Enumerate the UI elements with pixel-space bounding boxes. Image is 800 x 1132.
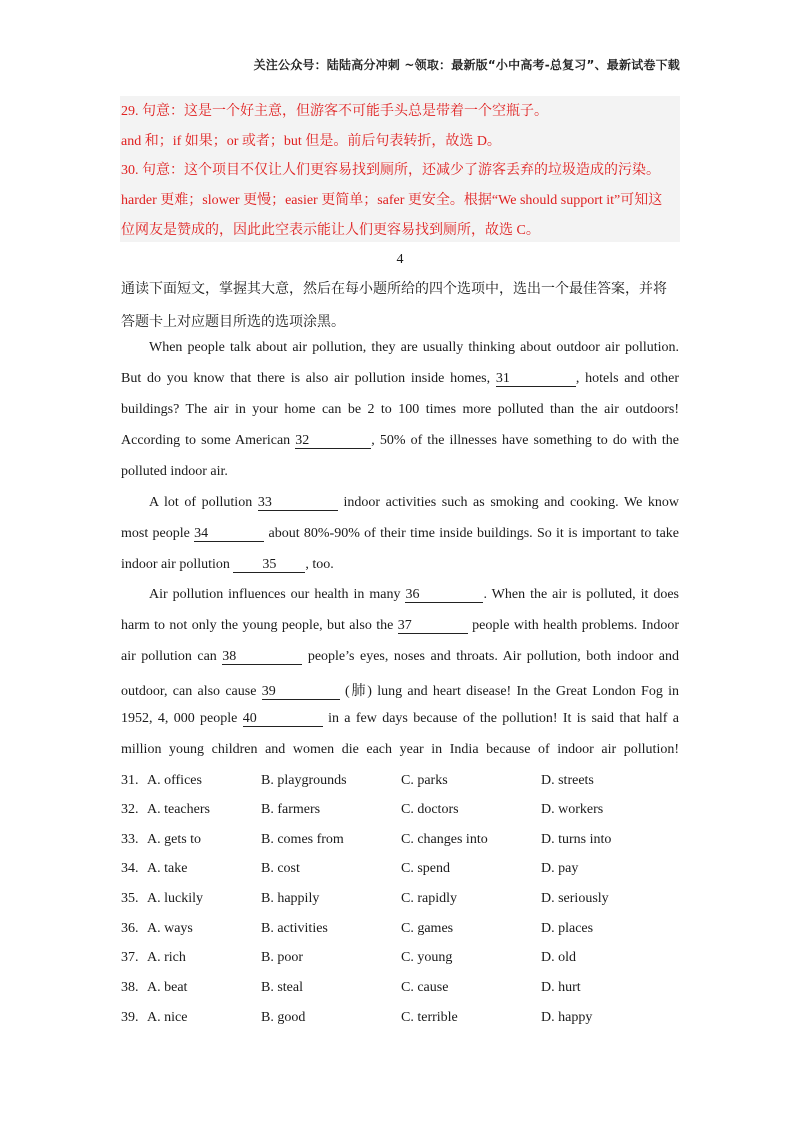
- question-number: 33.: [121, 832, 139, 847]
- passage-text: people with health problems. Indoor: [472, 618, 680, 633]
- section-number: 4: [396, 252, 404, 267]
- option-c[interactable]: C. young: [401, 950, 453, 965]
- passage-line: [121, 371, 679, 387]
- passage-text: most people: [121, 526, 190, 541]
- passage-line: [149, 495, 679, 511]
- option-c[interactable]: C. rapidly: [401, 891, 457, 906]
- question-number: 34.: [121, 861, 139, 876]
- blank-33[interactable]: 33: [258, 496, 338, 511]
- blank-40[interactable]: 40: [243, 712, 323, 727]
- option-c[interactable]: C. parks: [401, 773, 448, 788]
- blank-34[interactable]: 34: [194, 527, 264, 542]
- instruction-line: 答题卡上对应题目所选的选项涂黑。: [121, 315, 345, 330]
- question-number: 38.: [121, 980, 139, 995]
- blank-39[interactable]: 39: [262, 685, 340, 700]
- passage-text: , hotels and other: [575, 371, 680, 386]
- question-number: 35.: [121, 891, 139, 906]
- option-a[interactable]: A. gets to: [147, 832, 202, 847]
- instruction-line: 通读下面短文，掌握其大意，然后在每小题所给的四个选项中，选出一个最佳答案，并将: [121, 282, 667, 297]
- option-d[interactable]: D. streets: [541, 773, 594, 788]
- option-b[interactable]: B. comes from: [261, 832, 344, 847]
- question-number: 31.: [121, 773, 139, 788]
- option-c[interactable]: C. doctors: [401, 802, 459, 817]
- blank-38[interactable]: 38: [222, 650, 302, 665]
- question-number: 37.: [121, 950, 139, 965]
- blank-36[interactable]: 36: [405, 588, 483, 603]
- option-b[interactable]: B. activities: [261, 921, 328, 936]
- passage-text: Air pollution influences our health in many: [149, 587, 401, 602]
- option-a[interactable]: A. beat: [147, 980, 188, 995]
- passage-text: outdoor, can also cause: [121, 684, 257, 699]
- option-d[interactable]: D. places: [541, 921, 594, 936]
- passage-line: [121, 557, 679, 573]
- passage-line: [121, 526, 679, 542]
- option-b[interactable]: B. steal: [261, 980, 303, 995]
- option-a[interactable]: A. nice: [147, 1010, 188, 1025]
- option-b[interactable]: B. happily: [261, 891, 320, 906]
- passage-text: 1952, 4, 000 people: [121, 711, 238, 726]
- option-d[interactable]: D. old: [541, 950, 576, 965]
- passage-line: polluted indoor air.: [121, 464, 228, 479]
- blank-32[interactable]: 32: [295, 434, 371, 449]
- option-c[interactable]: C. games: [401, 921, 454, 936]
- passage-line: buildings? The air in your home can be 2 to 100 times more polluted than the air outdoors!: [121, 402, 679, 417]
- option-c[interactable]: C. spend: [401, 861, 450, 876]
- option-c[interactable]: C. terrible: [401, 1010, 458, 1025]
- option-b[interactable]: B. farmers: [261, 802, 321, 817]
- question-number: 36.: [121, 921, 139, 936]
- question-number: 32.: [121, 802, 139, 817]
- option-a[interactable]: A. teachers: [147, 802, 210, 817]
- passage-line: [149, 587, 679, 603]
- answer-line: 位网友是赞成的，因此此空表示能让人们更容易找到厕所，故选 C。: [121, 223, 540, 238]
- passage-text: people’s eyes, noses and throats. Air pollution, both indoor and: [307, 649, 679, 664]
- passage-line: [121, 433, 679, 449]
- question-number: 39.: [121, 1010, 139, 1025]
- passage-text: in a few days because of the pollution! It is said that half a: [328, 711, 680, 726]
- passage-line: When people talk about air pollution, they are usually thinking about outdoor air pollution.: [149, 340, 679, 355]
- passage-line: [121, 680, 679, 700]
- passage-text: air pollution can: [121, 649, 217, 664]
- passage-text: about 80%-90% of their time inside buildings. So it is important to take: [268, 526, 680, 541]
- option-b[interactable]: B. good: [261, 1010, 306, 1025]
- passage-line: million young children and women die each year in India because of indoor air pollution!: [121, 742, 679, 757]
- answer-line: harder 更难；slower 更慢；easier 更简单；safer 更安全。根据“We should support it”可知这: [121, 193, 663, 208]
- option-b[interactable]: B. cost: [261, 861, 300, 876]
- passage-text: But do you know that there is also air pollution inside homes,: [121, 371, 491, 386]
- option-a[interactable]: A. take: [147, 861, 188, 876]
- option-a[interactable]: A. ways: [147, 921, 193, 936]
- option-d[interactable]: D. seriously: [541, 891, 609, 906]
- passage-text: According to some American: [121, 433, 291, 448]
- option-d[interactable]: D. hurt: [541, 980, 581, 995]
- passage-text: A lot of pollution: [149, 495, 253, 510]
- answer-line: and 和；if 如果；or 或者；but 但是。前后句表转折，故选 D。: [121, 134, 501, 149]
- blank-31[interactable]: 31: [496, 372, 576, 387]
- passage-text: harm to not only the young people, but also the: [121, 618, 394, 633]
- passage-text: (肺) lung and heart disease! In the Great London Fog in: [345, 684, 680, 699]
- option-d[interactable]: D. pay: [541, 861, 579, 876]
- passage-line: [121, 618, 679, 634]
- passage-line: [121, 649, 679, 665]
- option-a[interactable]: A. rich: [147, 950, 186, 965]
- passage-line: [121, 711, 679, 727]
- passage-text: indoor air pollution: [121, 557, 230, 572]
- option-b[interactable]: B. playgrounds: [261, 773, 347, 788]
- option-b[interactable]: B. poor: [261, 950, 303, 965]
- option-a[interactable]: A. luckily: [147, 891, 203, 906]
- blank-37[interactable]: 37: [398, 619, 468, 634]
- blank-35[interactable]: 35: [233, 558, 305, 573]
- answer-line: 30. 句意：这个项目不仅让人们更容易找到厕所，还减少了游客丢弃的垃圾造成的污染。: [121, 163, 660, 178]
- passage-text: . When the air is polluted, it does: [483, 587, 679, 602]
- answer-line: 29. 句意：这是一个好主意，但游客不可能手头总是带着一个空瓶子。: [121, 104, 548, 119]
- option-d[interactable]: D. turns into: [541, 832, 612, 847]
- option-d[interactable]: D. workers: [541, 802, 604, 817]
- option-d[interactable]: D. happy: [541, 1010, 593, 1025]
- option-a[interactable]: A. offices: [147, 773, 202, 788]
- passage-text: , too.: [305, 557, 334, 572]
- page-header: 关注公众号：陆陆高分冲刺 ~领取：最新版“小中高考-总复习”、最新试卷下载: [253, 58, 680, 72]
- passage-text: , 50% of the illnesses have something to do with the: [371, 433, 680, 448]
- option-c[interactable]: C. changes into: [401, 832, 488, 847]
- option-c[interactable]: C. cause: [401, 980, 449, 995]
- passage-text: indoor activities such as smoking and cooking. We know: [343, 495, 680, 510]
